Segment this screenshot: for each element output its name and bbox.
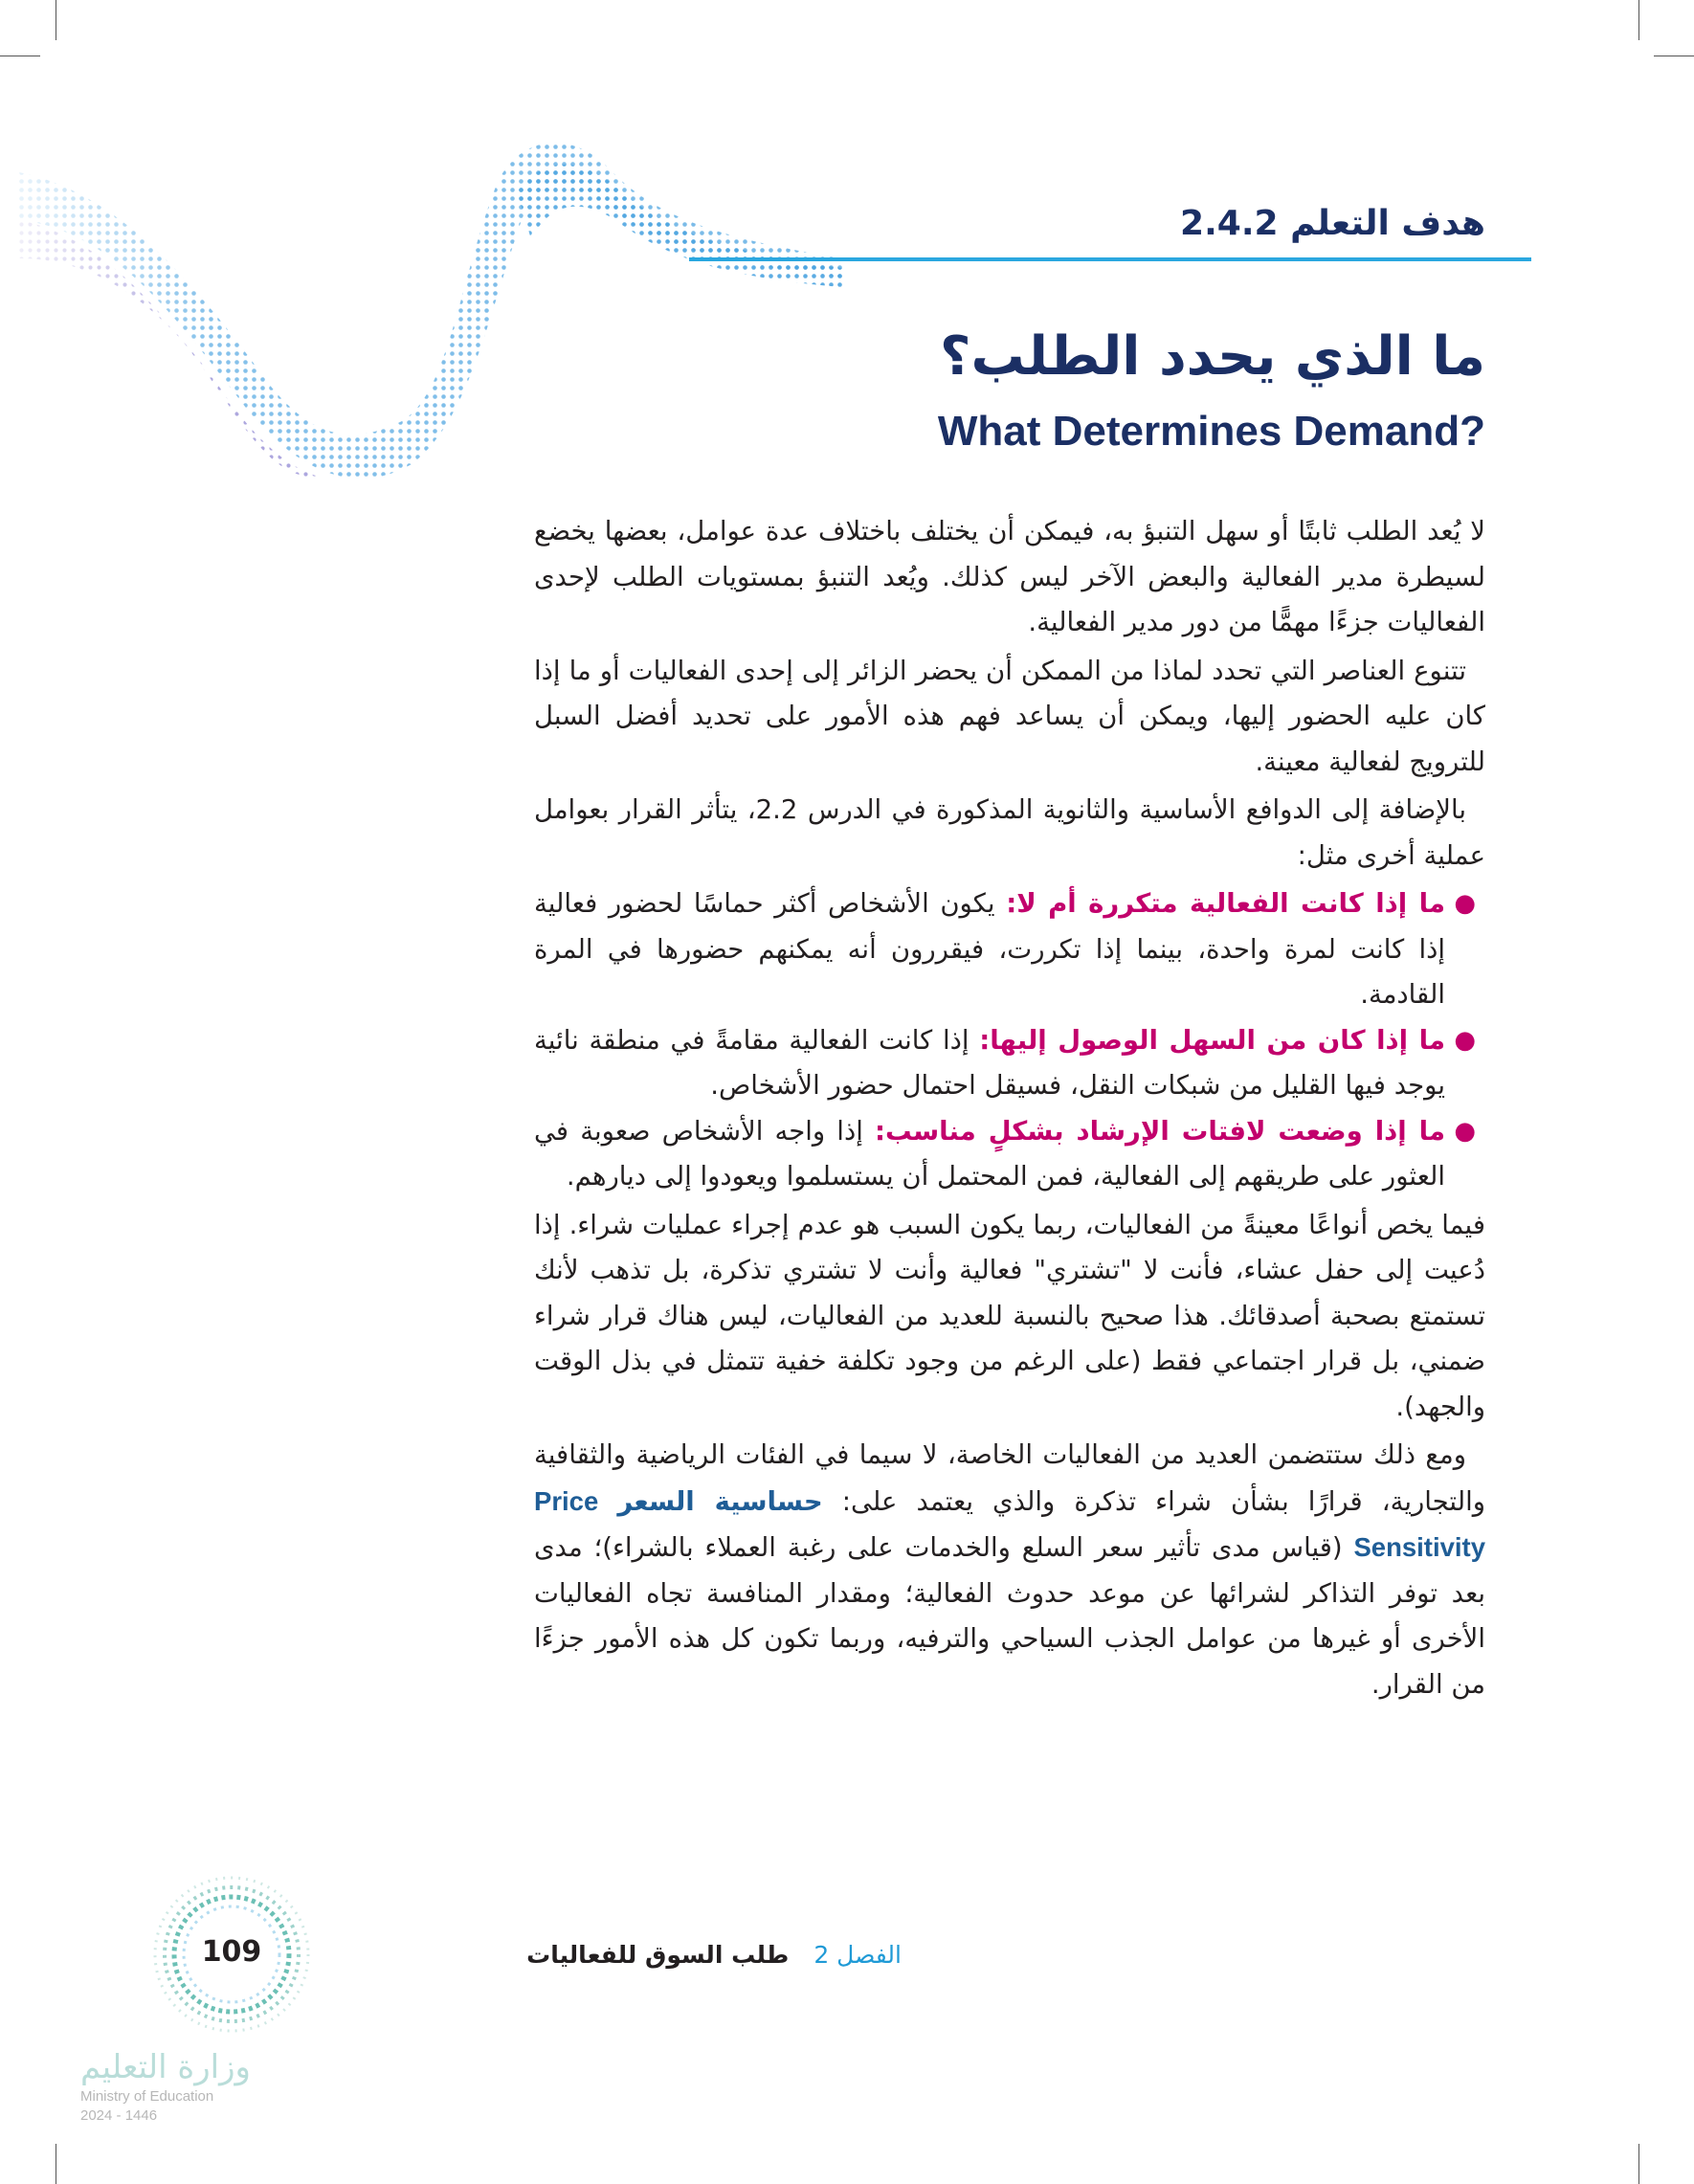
- paragraph: فيما يخص أنواعًا معينةً من الفعاليات، ربما يكون السبب هو عدم إجراء عمليات شراء. إذا دُعيت إلى حفل عشاء، فأنت لا "تشتري" فعالية وأنت لا تشتري تذكرة، بل تذهب لأنك تستمتع بصحبة أصدقائك. هذا صحيح بالنسبة للعديد من الفعاليات، ليس هناك قرار شراء ضمني، بل قرار اجتماعي فقط (على الرغم من وجود تكلفة خفية تتمثل في بذل الوقت والجهد).: [534, 1209, 1485, 1422]
- page-title-arabic: ما الذي يحدد الطلب؟: [940, 325, 1485, 388]
- learning-objective: هدف التعلم 2.4.2: [1180, 204, 1485, 243]
- paragraph-text: (قياس مدى تأثير سعر السلع والخدمات على رغبة العملاء بالشراء)؛ مدى بعد توفر التذاكر لشرائها عن موعد حدوث الفعالية؛ ومقدار المنافسة تجاه الفعاليات الأخرى أو غيرها من عوامل الجذب السياحي والترفيه، وربما تكون كل هذه الأمور جزءًا من القرار.: [534, 1532, 1485, 1700]
- crop-mark: [1638, 2144, 1639, 2184]
- bullet-icon: ●: [1454, 1025, 1476, 1055]
- list-item-lead: ما إذا كان من السهل الوصول إليها:: [979, 1024, 1445, 1056]
- ministry-logo-text: وزارة التعليم: [80, 2048, 251, 2086]
- list-item-lead: ما إذا وضعت لافتات الإرشاد بشكلٍ مناسب:: [875, 1115, 1445, 1147]
- list-item-text: إذا واجه الأشخاص صعوبة في العثور على طريقهم إلى الفعالية، فمن المحتمل أن يستسلموا ويعودوا إلى ديارهم.: [534, 1115, 1445, 1192]
- paragraph: بالإضافة إلى الدوافع الأساسية والثانوية المذكورة في الدرس 2.2، يتأثر القرار بعوامل عملية أخرى مثل:: [534, 794, 1485, 871]
- header-rule: [689, 257, 1531, 261]
- factor-list: [534, 881, 1485, 1200]
- page-title-english: What Determines Demand?: [937, 408, 1485, 455]
- ministry-name-english: Ministry of Education: [80, 2088, 214, 2105]
- bullet-icon: ●: [1454, 1116, 1476, 1146]
- bullet-icon: ●: [1454, 889, 1476, 918]
- paragraph-text: ومع ذلك ستتضمن العديد من الفعاليات الخاصة، لا سيما في الفئات الرياضية والثقافية والتجارية، قرارًا بشأن شراء تذكرة والذي يعتمد على:: [534, 1439, 1485, 1517]
- paragraph: تتنوع العناصر التي تحدد لماذا من الممكن أن يحضر الزائر إلى إحدى الفعاليات أو ما إذا كان عليه الحضور إليها، ويمكن أن يساعد فهم هذه الأمور على تحديد أفضل السبل للترويج لفعالية معينة.: [534, 655, 1485, 777]
- body-text: [534, 509, 1485, 1710]
- page-number: 109: [201, 1935, 262, 1969]
- list-item: [534, 881, 1485, 1018]
- list-item-lead: ما إذا كانت الفعالية متكررة أم لا:: [1006, 888, 1445, 919]
- chapter-number: الفصل 2: [814, 1941, 902, 1969]
- list-item: [534, 1018, 1485, 1109]
- chapter-footer: [526, 1941, 902, 1969]
- decorative-wave: [0, 134, 842, 498]
- chapter-title: طلب السوق للفعاليات: [526, 1941, 790, 1969]
- key-term-arabic: حساسية السعر: [617, 1485, 823, 1517]
- list-item: [534, 1109, 1485, 1200]
- key-term-english: Price Sensitivity: [534, 1485, 1485, 1562]
- crop-mark: [1638, 0, 1639, 40]
- paragraph: [534, 1433, 1485, 1707]
- list-item-text: يكون الأشخاص أكثر حماسًا لحضور فعالية إذا كانت لمرة واحدة، بينما إذا تكررت، فيقررون أنه يمكنهم حضورها في المرة القادمة.: [534, 888, 1445, 1010]
- academic-year: 2024 - 1446: [80, 2107, 158, 2124]
- paragraph: لا يُعد الطلب ثابتًا أو سهل التنبؤ به، فيمكن أن يختلف باختلاف عدة عوامل، بعضها يخضع لسيطرة مدير الفعالية والبعض الآخر ليس كذلك. ويُعد التنبؤ بمستويات الطلب لإحدى الفعاليات جزءًا مهمًّا من دور مدير الفعالية.: [534, 516, 1485, 637]
- list-item-text: إذا كانت الفعالية مقامةً في منطقة نائية يوجد فيها القليل من شبكات النقل، فسيقل احتمال حضور الأشخاص.: [534, 1024, 1445, 1101]
